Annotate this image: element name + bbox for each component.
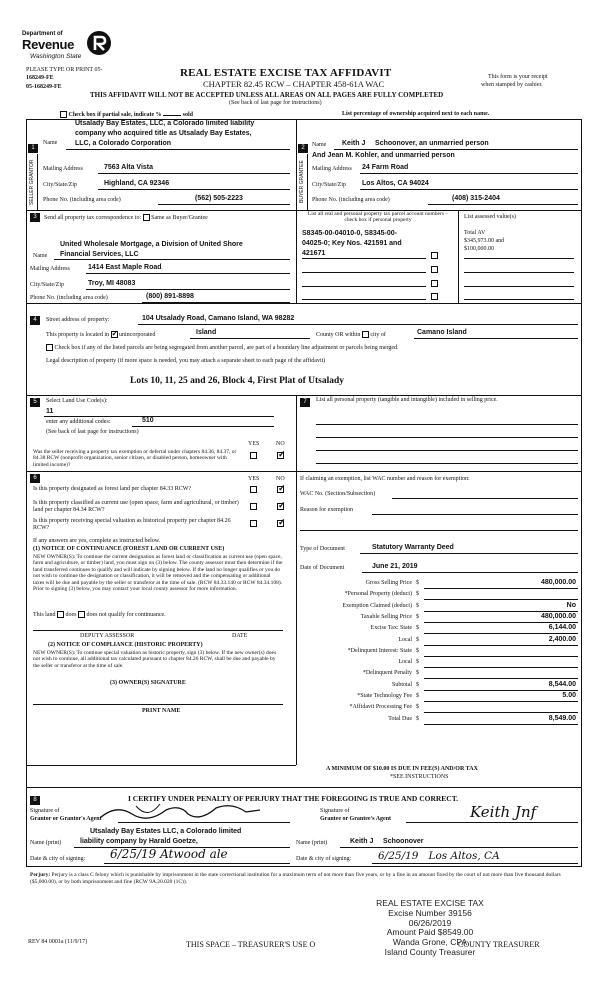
continuance-row	[33, 611, 166, 619]
notice-compliance-text: NEW OWNER(S): To continue special valuation as historic property, sign (3) below. If the new owner(s) does not wish to continue, all additional tax calculated pursuant to chapter 84.26 RCW, shall be due and payable by the seller or transferor at the time of sale.	[33, 650, 277, 669]
section-6-number: 6	[30, 474, 40, 483]
tax-row-dollar: $	[416, 647, 419, 654]
revenue-logo-icon	[86, 30, 112, 56]
seller-phone-label: Phone No. (including area code)	[43, 197, 121, 203]
tax-row-dollar: $	[416, 636, 419, 643]
certify-statement: I CERTIFY UNDER PENALTY OF PERJURY THAT THE FOREGOING IS TRUE AND CORRECT.	[128, 794, 459, 803]
additional-codes: 510	[142, 417, 154, 424]
print-instruction: PLEASE TYPE OR PRINT 05-	[26, 67, 103, 73]
tax-row-label: Local	[398, 659, 412, 666]
located-label: This property is located in	[46, 331, 109, 338]
correspondence-city-label: City/State/Zip	[30, 282, 64, 288]
personal-property-checkbox-3[interactable]	[431, 280, 438, 287]
parcel-number-line-3: 421671	[302, 250, 326, 257]
tax-row-label: *Delinquent Penalty	[362, 670, 412, 677]
doc-type-label: Type of Document	[300, 546, 345, 552]
deputy-assessor-label: DEPUTY ASSESSOR	[80, 633, 135, 639]
county-label: County OR within	[316, 331, 361, 338]
unincorporated-checkbox[interactable]: ✓	[111, 329, 119, 338]
does-not-label: does not qualify for continuance.	[86, 611, 166, 618]
parcel-number-line-1: S8345-00-04010-0, S8345-00-	[302, 230, 397, 237]
grantor-name-label: Name (print)	[30, 840, 62, 846]
buyer-mailing: 24 Farm Road	[362, 164, 409, 171]
stamp-line-4: Amount Paid $8549.00	[386, 927, 474, 938]
personal-property-checkbox-4[interactable]	[431, 293, 438, 300]
segregated-label: Check box if any of the listed parcels are being segregated from another parcel, are part of a boundary line adjustment or parcels being merged.	[54, 344, 399, 351]
notice-continuance-title: (1) NOTICE OF CONTINUANCE (FOREST LAND OR CURRENT USE)	[33, 546, 225, 552]
seller-city-label: City/State/Zip	[43, 182, 77, 188]
same-as-buyer-label: Same as Buyer/Grantee	[151, 214, 208, 221]
if-yes-note: If any answers are yes, complete as instructed below.	[33, 538, 161, 544]
owner-signature-label: (3) OWNER(S) SIGNATURE	[110, 680, 186, 686]
correspondence-name-label: Name	[33, 253, 48, 259]
seller-name-line-3: LLC, a Colorado Corporation	[75, 140, 172, 147]
affidavit-id-2: 05-168249-FE	[26, 84, 62, 90]
grantee-name: Keith J Schoonover	[350, 838, 424, 845]
exemption-no-checkbox[interactable]: ✓	[278, 449, 286, 459]
tax-row-dollar: $	[416, 659, 419, 666]
deputy-date-label: DATE	[232, 633, 248, 639]
section6-no: NO	[276, 476, 285, 482]
seller-mailing-label: Mailing Address	[43, 166, 83, 172]
current-use-question: Is this property classified as current use (open space, farm and agricultural, or timber) land per chapter 84.34 RCW?	[33, 500, 239, 513]
personal-property-label: List all personal property (tangible and intangible) included in selling price.	[316, 397, 498, 403]
tax-row-dollar: $	[416, 704, 419, 711]
form-number: REV 84 0001a (11/9/17)	[28, 939, 88, 945]
ownership-note: List percentage of ownership acquired next to each name.	[342, 111, 490, 117]
section-5-number: 5	[30, 398, 40, 407]
correspondence-city: Troy, MI 48083	[88, 280, 136, 287]
forest-yes-checkbox[interactable]	[250, 486, 257, 493]
tax-row-dollar: $	[416, 670, 419, 677]
partial-sale-row	[60, 111, 193, 119]
tax-row-value: No	[566, 601, 576, 609]
seller-grantor-label: SELLER GRANTOR	[29, 159, 35, 205]
assessed-value-line-1: Total AV	[464, 230, 486, 236]
tax-row-value: 2,400.00	[548, 635, 576, 643]
grantor-name-line-2: liability company by Harald Goetze,	[80, 838, 198, 845]
seller-name-label: Name	[43, 140, 58, 146]
grantor-sig-label-2: Grantor or Grantor's Agent	[30, 816, 102, 822]
current-use-no-checkbox[interactable]: ✓	[278, 500, 286, 510]
historic-question: Is this property receiving special valuation as historical property per chapter 84.26 RCW?	[33, 518, 231, 531]
grantor-date-label: Date & city of signing:	[30, 856, 86, 862]
completion-warning: THIS AFFIDAVIT WILL NOT BE ACCEPTED UNLESS ALL AREAS ON ALL PAGES ARE FULLY COMPLETED	[90, 91, 444, 99]
section-7-number: 7	[300, 398, 310, 407]
agency-revenue: Revenue	[22, 37, 75, 52]
tax-row-label: *Delinquent Interest: State	[347, 647, 412, 654]
buyer-city: Los Altos, CA 94024	[362, 180, 429, 187]
minimum-due-note: A MINIMUM OF $10.00 IS DUE IN FEE(S) AND/OR TAX	[326, 766, 478, 772]
seller-mailing: 7563 Alta Vista	[104, 164, 154, 171]
correspondence-mailing: 1414 East Maple Road	[88, 264, 162, 271]
affidavit-id-1: 168249-FE	[26, 75, 54, 81]
assessed-value-line-2: $345,973.00 and	[464, 238, 505, 244]
grantee-sig-label-1: Signature of	[320, 808, 350, 814]
city-value: Camano Island	[417, 329, 467, 336]
tax-row-value: 8,549.00	[548, 714, 576, 722]
segregated-row	[46, 344, 399, 352]
city-of-label: city of	[370, 331, 386, 338]
parcel-number-line-2: 04025-0; Key Nos. 421591 and	[302, 240, 402, 247]
notice-continuance-text: NEW OWNER(S): To continue the current designation as forest land or classification as current use (open space, farm and agriculture, or timber) land, you must sign on (3) below. The county assessor must then determine if the land transferred continues to qualify and will indicate by signing below. If the land no longer qualifies or you do not wish to continue the designation or classification, it will be removed and the compensating or additional taxes will be due and payable by the seller or transferor at the time of sale. (RCW 84.33.140 or RCW 84.34.108). Prior to signing (3) below, you may contact your local county assessor for more information.	[33, 554, 283, 593]
land-use-instructions: (See back of last page for instructions)	[46, 429, 139, 435]
form-title: REAL ESTATE EXCISE TAX AFFIDAVIT	[180, 67, 392, 79]
stamp-line-1: REAL ESTATE EXCISE TAX	[376, 898, 484, 908]
correspondence-row	[44, 214, 208, 222]
grantee-sig-label-2: Grantee or Grantee's Agent	[320, 816, 392, 822]
section-8-number: 8	[30, 796, 40, 805]
partial-sale-sold: sold	[182, 111, 194, 118]
this-land-label: This land	[33, 611, 56, 618]
grantee-name-label: Name (print)	[296, 840, 328, 846]
doc-type: Statutory Warranty Deed	[372, 544, 454, 551]
tax-row-dollar: $	[416, 591, 419, 598]
exemption-yes-checkbox[interactable]	[250, 452, 257, 459]
buyer-name-label: Name	[312, 142, 327, 148]
stamp-line-3: 06/26/2019	[408, 917, 452, 928]
located-row	[46, 331, 155, 339]
perjury-notice	[30, 872, 582, 886]
tax-row-dollar: $	[416, 625, 419, 632]
does-checkbox[interactable]	[57, 611, 64, 618]
tax-row-dollar: $	[416, 681, 419, 688]
grantor-signature	[96, 800, 266, 824]
seller-name-line-1: Utsalady Bay Estates, LLC, a Colorado limited liability	[75, 120, 255, 127]
tax-row-dollar: $	[416, 715, 419, 722]
section6-yes: YES	[248, 476, 260, 482]
correspondence-name-line-1: United Wholesale Mortgage, a Division of United Shore	[60, 241, 243, 248]
correspondence-phone: (800) 891-8898	[146, 293, 194, 300]
grantee-date-city: 6/25/19 Los Altos, CA	[378, 850, 500, 862]
tax-row-value: 480,000.00	[540, 579, 576, 586]
section5-no: NO	[276, 441, 285, 447]
street-label: Street address of property:	[46, 317, 110, 323]
doc-date-label: Date of Document	[300, 565, 345, 571]
legal-description: Lots 10, 11, 25 and 26, Block 4, First Plat of Utsalady	[130, 376, 345, 386]
tax-row-dollar: $	[416, 602, 419, 609]
tax-row-label: Gross Selling Price	[365, 580, 412, 586]
additional-codes-label: enter any additional codes:	[46, 419, 111, 425]
tax-row-value: 6,144.00	[548, 624, 576, 632]
tax-row-label: Exemption Claimed (deduct)	[342, 602, 412, 609]
grantor-sig-label-1: Signature of	[30, 808, 60, 814]
partial-sale-label: Check box if partial sale, indicate %	[68, 111, 162, 118]
county-treasurer-label: COUNTY TREASURER	[458, 940, 540, 949]
section-2-number: 2	[298, 144, 308, 153]
seller-name-line-2: company who acquired title as Utsalady Bay Estates,	[75, 130, 252, 137]
agency-dept: Department of	[22, 31, 63, 37]
section-4-number: 4	[30, 316, 40, 325]
parcel-header: List all real and personal property tax parcel account numbers – check box if personal property	[307, 211, 449, 224]
county-row	[316, 331, 386, 339]
exemption-question: Was the seller receiving a property tax exemption or deferral under chapters 84.36, 84.37, or 84.38 RCW (nonprofit organization, senior citizen, or disabled person, homeowner with limited income)?	[33, 449, 237, 468]
tax-row-value: 5.00	[562, 692, 576, 699]
seller-city: Highland, CA 92346	[104, 180, 170, 187]
correspondence-name-line-2: Financial Services, LLC	[60, 251, 139, 258]
tax-row-value: 8,544.00	[548, 680, 576, 688]
partial-sale-checkbox[interactable]	[60, 111, 67, 118]
current-use-yes-checkbox[interactable]	[250, 503, 257, 510]
stamp-line-2: Excise Number 39156	[388, 907, 472, 918]
agency-logo	[22, 30, 114, 66]
correspondence-phone-label: Phone No. (including area code)	[30, 295, 108, 301]
county-value: Island	[196, 329, 217, 336]
stamp-line-6: Island County Treasurer	[384, 946, 476, 957]
tax-row-dollar: $	[416, 693, 419, 699]
tax-row-label: *State Technology Fee	[357, 693, 412, 699]
buyer-grantee-label: BUYER GRANTEE	[299, 160, 305, 204]
tax-row-label: Taxable Selling Price	[360, 613, 412, 620]
notice-compliance-title: (2) NOTICE OF COMPLIANCE (HISTORIC PROPERTY)	[48, 642, 203, 648]
legal-label: Legal description of property (if more space is needed, you may attach a separate sheet to each page of the affidavit)	[46, 358, 326, 364]
land-use-code: 11	[46, 408, 54, 415]
historic-yes-checkbox[interactable]	[250, 520, 257, 527]
tax-row-value: 480,000.00	[540, 612, 576, 620]
segregated-checkbox[interactable]	[46, 344, 53, 351]
buyer-name-line-1: Keith J Schoonover, an unmarried person	[342, 140, 489, 147]
form-subtitle: CHAPTER 82.45 RCW – CHAPTER 458-61A WAC	[203, 79, 385, 89]
tax-row-label: Subtotal	[391, 681, 412, 688]
historic-no-checkbox[interactable]: ✓	[278, 517, 286, 527]
tax-row-label: Excise Tax: State	[370, 625, 412, 632]
does-not-checkbox[interactable]	[78, 611, 85, 618]
section5-yes: YES	[248, 441, 260, 447]
tax-row-label: *Personal Property (deduct)	[344, 591, 412, 598]
perjury-text: Perjury is a class C felony which is punishable by imprisonment in the state correctional institution for a maximum term of not more than five years, or by a fine in an amount fixed by the court of not more than five thousand dollars ($5,000.00), or by both imprisonment and fine (RCW 9A.20.020 (1C)).	[30, 872, 561, 885]
agency-state: Washington State	[30, 53, 82, 60]
section-3-number: 3	[30, 213, 40, 222]
seller-phone: (562) 505-2223	[195, 195, 243, 202]
city-of-checkbox[interactable]	[362, 331, 369, 338]
tax-row-dollar: $	[416, 580, 419, 586]
land-use-label: Select Land Use Code(s):	[46, 398, 108, 404]
grantor-date-city: 6/25/19 Atwood ale	[110, 847, 228, 861]
instructions-note: (See back of last page for instructions)	[229, 100, 322, 106]
wac-intro: If claiming an exemption, list WAC number and reason for exemption:	[300, 476, 470, 482]
buyer-phone: (408) 315-2404	[452, 195, 500, 202]
same-as-buyer-checkbox[interactable]	[143, 214, 150, 221]
buyer-city-label: City/State/Zip	[312, 182, 346, 188]
correspondence-label: Send all property tax correspondence to:	[44, 214, 142, 221]
does-label: does	[65, 611, 77, 618]
stamp-line-5: Wanda Grone, CPA	[392, 937, 468, 948]
forest-no-checkbox[interactable]: ✓	[278, 483, 286, 493]
personal-property-checkbox-2[interactable]	[431, 266, 438, 273]
assessed-value-line-3: $100,000.00	[464, 246, 494, 252]
perjury-label: Perjury:	[30, 872, 51, 878]
receipt-note-2: when stamped by cashier.	[481, 82, 543, 88]
receipt-note-1: This form is your receipt	[488, 74, 548, 80]
tax-row-label: *Affidavit Processing Fee	[349, 704, 412, 711]
buyer-phone-label: Phone No. (including area code)	[312, 197, 390, 203]
section-1-number: 1	[28, 144, 38, 153]
wac-label: WAC No. (Section/Subsection)	[300, 491, 376, 497]
treasurer-space-label: THIS SPACE – TREASURER'S USE O	[186, 940, 316, 949]
buyer-name-line-2: And Jean M. Kohler, and unmarried person	[312, 152, 455, 159]
tax-row-label: Total Due	[388, 715, 412, 722]
print-name-label: PRINT NAME	[142, 708, 181, 714]
street-address: 104 Utsalady Road, Camano Island, WA 98282	[142, 315, 295, 322]
forest-land-question: Is this property designated as forest land per chapter 84.33 RCW?	[33, 486, 192, 492]
buyer-mailing-label: Mailing Address	[312, 166, 352, 172]
grantee-date-label: Date & city of signing:	[296, 856, 352, 862]
personal-property-checkbox-1[interactable]	[431, 252, 438, 259]
assessed-header: List assessed value(s)	[464, 214, 516, 220]
see-instructions-note: *SEE INSTRUCTIONS	[390, 774, 449, 780]
unincorporated-label: unincorporated	[119, 331, 156, 338]
correspondence-mailing-label: Mailing Address	[30, 266, 70, 272]
grantor-name-line-1: Utsalady Bay Estates LLC, a Colorado limited	[90, 828, 242, 835]
reason-label: Reason for exemption	[300, 507, 353, 513]
doc-date: June 21, 2019	[372, 563, 418, 570]
tax-row-label: Local	[398, 636, 412, 643]
grantee-signature: Keith Jnf	[470, 803, 537, 821]
tax-row-dollar: $	[416, 613, 419, 620]
